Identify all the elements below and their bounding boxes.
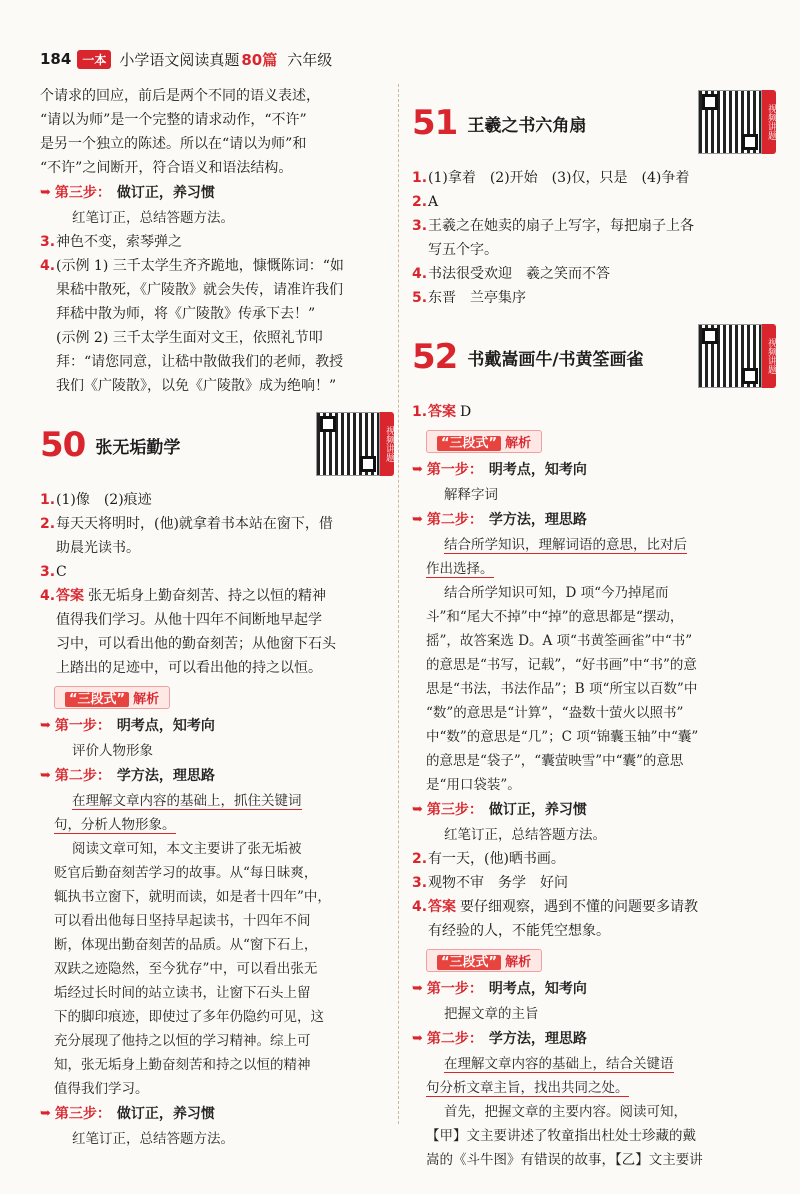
step-note: 作出选择。 bbox=[426, 561, 494, 577]
text-line: 辄执书立窗下，就明而读，如是者十四年”中， bbox=[54, 889, 331, 905]
video-tag: 视频讲题 bbox=[380, 412, 394, 476]
text-line: 中“数”的意思是“几”；C 项“锦囊玉轴”中“囊” bbox=[426, 729, 699, 745]
text-line: 垢经过长时间的站立读书，让窗下石头上留 bbox=[54, 985, 311, 1001]
answer-item: 2. 每天天将明时，(他)就拿着书本站在窗下，借 bbox=[40, 516, 333, 532]
text-line: 贬官后勤奋刻苦学习的故事。从“每日昧爽， bbox=[54, 865, 318, 881]
lesson-title: 王羲之书六角扇 bbox=[467, 115, 587, 136]
text-line: 我们《广陵散》，以免《广陵散》成为绝响！” bbox=[56, 378, 337, 394]
text-line: 摇”，故答案选 D。A 项“书黄筌画雀”中“书” bbox=[426, 633, 693, 649]
lesson-number: 51 bbox=[412, 103, 458, 143]
text-line: 的意思是“袋子”，“囊萤映雪”中“囊”的意思 bbox=[426, 753, 684, 769]
qr-code-icon[interactable] bbox=[698, 90, 762, 154]
answer-item: 4. 书法很受欢迎 羲之笑而不答 bbox=[412, 266, 610, 282]
text-line: 助晨光读书。 bbox=[56, 540, 140, 556]
step-note: 红笔订正，总结答题方法。 bbox=[72, 1131, 234, 1147]
answer-item: 4. 答案 张无垢身上勤奋刻苦、持之以恒的精神 bbox=[40, 588, 326, 604]
answer-item: 1. (1)拿着 (2)开始 (3)仅，只是 (4)争着 bbox=[412, 170, 690, 186]
answer-item: 3. 神色不变，索琴弹之 bbox=[40, 234, 182, 250]
text-line: 充分展现了他持之以恒的学习精神。综上可 bbox=[54, 1033, 311, 1049]
text-line: “请以为师”是一个完整的请求动作，“不许” bbox=[40, 112, 307, 128]
arrow-icon: ➥ bbox=[40, 185, 51, 200]
text-line: 首先，把握文章的主要内容。阅读可知， bbox=[444, 1104, 687, 1120]
left-column bbox=[40, 84, 394, 1151]
step-label: 第三步： bbox=[54, 185, 111, 201]
step-note: 结合所学知识，理解词语的意思，比对后 bbox=[444, 537, 687, 553]
answer-item: 1. (1)像 (2)痕迹 bbox=[40, 492, 152, 508]
step-note: 在理解文章内容的基础上，抓住关键词 bbox=[72, 793, 302, 809]
lesson-title: 书戴嵩画牛/书黄筌画雀 bbox=[467, 349, 644, 370]
text-line: 【甲】文主要讲述了牧童指出杜处士珍藏的戴 bbox=[426, 1128, 696, 1144]
brand-logo: 一本 bbox=[77, 50, 111, 69]
text-line: 可以看出他每日坚持早起读书，十四年不间 bbox=[54, 913, 311, 929]
step-note: 在理解文章内容的基础上，结合关键语 bbox=[444, 1056, 674, 1072]
text-line: 阅读文章可知，本文主要讲了张无垢被 bbox=[72, 841, 302, 857]
text-line: 拜：“请您同意，让嵇中散做我们的老师，教授 bbox=[56, 354, 344, 370]
arrow-icon: ➥ bbox=[40, 1106, 51, 1121]
text-line: 值得我们学习。 bbox=[54, 1081, 149, 1097]
answer-label: 答案 bbox=[56, 588, 84, 604]
arrow-icon: ➥ bbox=[40, 718, 51, 733]
text-line: 有经验的人，不能凭空想象。 bbox=[428, 923, 610, 939]
analysis-badge: “三段式” 解析 bbox=[426, 430, 542, 453]
text-line: 是“用口袋装”。 bbox=[426, 777, 521, 793]
text-line: 思是“书法，书法作品”；B 项“所宝以百数”中 bbox=[426, 681, 698, 697]
step-note: 红笔订正，总结答题方法。 bbox=[72, 210, 234, 226]
text-line: “不许”之间断开，符合语义和语法结构。 bbox=[40, 160, 293, 176]
arrow-icon: ➥ bbox=[412, 462, 423, 477]
step-one: ➥ 第一步： 明考点，知考向 bbox=[40, 713, 380, 739]
right-column bbox=[412, 84, 776, 1172]
book-title: 小学语文阅读真题 bbox=[119, 50, 240, 69]
text-line: 断，体现出勤奋刻苦的品质。从“窗下石上， bbox=[54, 937, 318, 953]
text-line: 结合所学知识可知，D 项“今乃掉尾而 bbox=[444, 585, 669, 601]
lesson-number: 50 bbox=[40, 425, 86, 465]
step-one: ➥ 第一步： 明考点，知考向 bbox=[412, 976, 762, 1002]
arrow-icon: ➥ bbox=[412, 1031, 423, 1046]
book-count: 80篇 bbox=[241, 50, 278, 69]
answer-item: 4. 答案 要仔细观察，遇到不懂的问题要多请教 bbox=[412, 899, 698, 915]
text-line: 拜嵇中散为师，将《广陵散》传承下去！” bbox=[56, 306, 316, 322]
text-line: 值得我们学习。从他十四年不间断地早起学 bbox=[56, 612, 322, 628]
step-note: 评价人物形象 bbox=[72, 743, 153, 759]
arrow-icon: ➥ bbox=[412, 802, 423, 817]
text-line: 习中，可以看出他的勤奋刻苦；从他窗下石头 bbox=[56, 636, 336, 652]
arrow-icon: ➥ bbox=[40, 768, 51, 783]
step-note: 解释字词 bbox=[444, 487, 498, 503]
text-line: “数”的意思是“计算”，“盎数十萤火以照书” bbox=[426, 705, 684, 721]
qr-code-icon[interactable] bbox=[698, 324, 762, 388]
text-line: 果嵇中散死，《广陵散》就会失传，请准许我们 bbox=[56, 282, 343, 298]
arrow-icon: ➥ bbox=[412, 981, 423, 996]
lesson-number: 52 bbox=[412, 337, 458, 377]
answer-item: 2. A bbox=[412, 194, 439, 210]
answer-item: 2. 有一天，(他)晒书画。 bbox=[412, 851, 565, 867]
step-two: ➥ 第二步： 学方法，理思路 bbox=[412, 507, 762, 533]
text-line: 是另一个独立的陈述。所以在“请以为师”和 bbox=[40, 136, 307, 152]
answer-item: 3. 观物不审 务学 好问 bbox=[412, 875, 568, 891]
text-line: 个请求的回应，前后是两个不同的语义表述， bbox=[40, 88, 320, 104]
qr-code-icon[interactable] bbox=[316, 412, 380, 476]
answer-item: 1. 答案 D bbox=[412, 404, 472, 420]
text-line: 上踏出的足迹中，可以看出他的持之以恒。 bbox=[56, 660, 322, 676]
analysis-badge: “三段式” 解析 bbox=[54, 686, 170, 709]
column-divider bbox=[398, 84, 399, 1124]
answer-item: 4. (示例 1) 三千太学生齐齐跪地，慷慨陈词：“如 bbox=[40, 258, 344, 274]
text-line: 双趺之迹隐然，至今犹存”中，可以看出张无 bbox=[54, 961, 318, 977]
lesson-heading-51 bbox=[412, 84, 776, 162]
step-three: ➥ 第三步： 做订正，养习惯 bbox=[40, 1101, 380, 1127]
page-header bbox=[40, 44, 760, 74]
step-title: 做订正，养习惯 bbox=[116, 185, 215, 201]
step-three: ➥ 第三步： 做订正，养习惯 bbox=[412, 797, 762, 823]
book-grade: 六年级 bbox=[287, 50, 333, 69]
video-tag: 视频讲题 bbox=[762, 90, 776, 154]
text-line: 的意思是“书写，记载”，“好书画”中“书”的意 bbox=[426, 657, 697, 673]
text-line: 知，张无垢身上勤奋刻苦和持之以恒的精神 bbox=[54, 1057, 311, 1073]
page-number: 184 bbox=[40, 50, 72, 68]
answer-item: 3. C bbox=[40, 564, 67, 580]
analysis-badge: “三段式” 解析 bbox=[426, 949, 542, 972]
text-line: 斗”和“尾大不掉”中“掉”的意思都是“摆动， bbox=[426, 609, 684, 625]
step-note: 句，分析人物形象。 bbox=[54, 817, 176, 833]
step-three bbox=[40, 180, 380, 206]
lesson-title: 张无垢勤学 bbox=[95, 437, 181, 458]
arrow-icon: ➥ bbox=[412, 512, 423, 527]
answer-item: 5. 东晋 兰亭集序 bbox=[412, 290, 526, 306]
step-note: 把握文章的主旨 bbox=[444, 1006, 539, 1022]
text-line: (示例 2) 三千太学生面对文王，依照礼节叩 bbox=[56, 330, 323, 346]
step-two: ➥ 第二步： 学方法，理思路 bbox=[412, 1026, 762, 1052]
text-line: 写五个字。 bbox=[428, 242, 498, 258]
lesson-heading-52 bbox=[412, 318, 776, 396]
step-two: ➥ 第二步： 学方法，理思路 bbox=[40, 763, 380, 789]
step-note: 句分析文章主旨，找出共同之处。 bbox=[426, 1080, 629, 1096]
answer-item: 3. 王羲之在她卖的扇子上写字，每把扇子上各 bbox=[412, 218, 694, 234]
lesson-heading-50 bbox=[40, 406, 394, 484]
text-line: 嵩的《斗牛图》有错误的故事，【乙】文主要讲 bbox=[426, 1152, 703, 1168]
step-note: 红笔订正，总结答题方法。 bbox=[444, 827, 606, 843]
video-tag: 视频讲题 bbox=[762, 324, 776, 388]
text-line: 下的脚印痕迹，即使过了多年仍隐约可见，这 bbox=[54, 1009, 324, 1025]
step-one: ➥ 第一步： 明考点，知考向 bbox=[412, 457, 762, 483]
